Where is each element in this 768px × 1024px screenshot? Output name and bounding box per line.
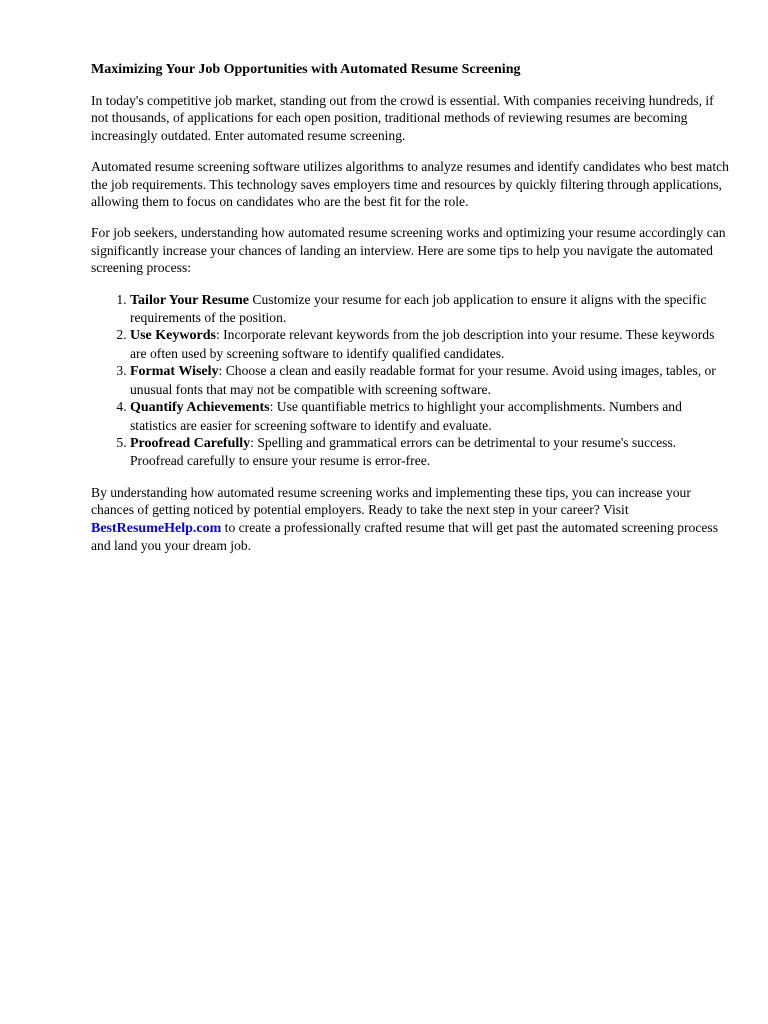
- tip-term: Use Keywords: [130, 328, 216, 344]
- tip-separator: :: [215, 327, 224, 343]
- paragraph-intro: In today's competitive job market, standing out from the crowd is essential. With companies receiving hundreds, if not thousands, of applications for each open position, traditional methods of reviewing resumes are becoming increasingly outdated. Enter automated resume screening.: [91, 93, 714, 143]
- list-item: [130, 291, 731, 327]
- best-resume-help-link[interactable]: BestResumeHelp.com: [91, 520, 222, 536]
- list-item: [130, 434, 731, 470]
- tip-text: Incorporate relevant keywords from the job description into your resume. These keywords are often used by screening software to identify qualified candidates.: [130, 327, 715, 361]
- tips-list: [91, 291, 731, 470]
- list-item: [130, 362, 731, 398]
- tip-term: Tailor Your Resume: [130, 292, 250, 308]
- document-page: [91, 61, 731, 568]
- list-item: [130, 398, 731, 434]
- tip-separator: :: [218, 363, 226, 379]
- tip-separator: :: [269, 399, 277, 415]
- paragraph-closing: [91, 484, 731, 555]
- tip-text: Customize your resume for each job application to ensure it aligns with the specific requirements of the position.: [130, 291, 707, 326]
- document-title: Maximizing Your Job Opportunities with Automated Resume Screening: [91, 62, 521, 77]
- tip-text: Use quantifiable metrics to highlight your accomplishments. Numbers and statistics are easier for screening software to identify and evaluate.: [130, 399, 682, 433]
- tip-text: Choose a clean and easily readable format for your resume. Avoid using images, tables, or unusual fonts that may not be compatible with screening software.: [130, 363, 716, 397]
- list-item: [130, 326, 731, 362]
- paragraph-software: Automated resume screening software utilizes algorithms to analyze resumes and identify candidates who best match the job requirements. This technology saves employers time and resources by quickly filtering through applications, allowing them to focus on candidates who are the best fit for the role.: [91, 159, 729, 210]
- paragraph-job-seekers: For job seekers, understanding how automated resume screening works and optimizing your resume accordingly can significantly increase your chances of landing an interview. Here are some tips to help you navigate the automated screening process:: [91, 225, 726, 276]
- tip-term: Format Wisely: [130, 364, 219, 380]
- closing-text-after-link: to create a professionally crafted resume that will get past the automated screening process and land you your dream job.: [91, 519, 719, 553]
- closing-text-before-link: By understanding how automated resume screening works and implementing these tips, you can increase your chances of getting noticed by potential employers. Ready to take the next step in your career? Visit: [91, 484, 691, 518]
- tip-separator: :: [250, 434, 258, 450]
- tip-text: Spelling and grammatical errors can be detrimental to your resume's success. Proofread carefully to ensure your resume is error-free.: [130, 434, 677, 469]
- tip-term: Quantify Achievements: [130, 400, 270, 416]
- tip-term: Proofread Carefully: [130, 435, 251, 451]
